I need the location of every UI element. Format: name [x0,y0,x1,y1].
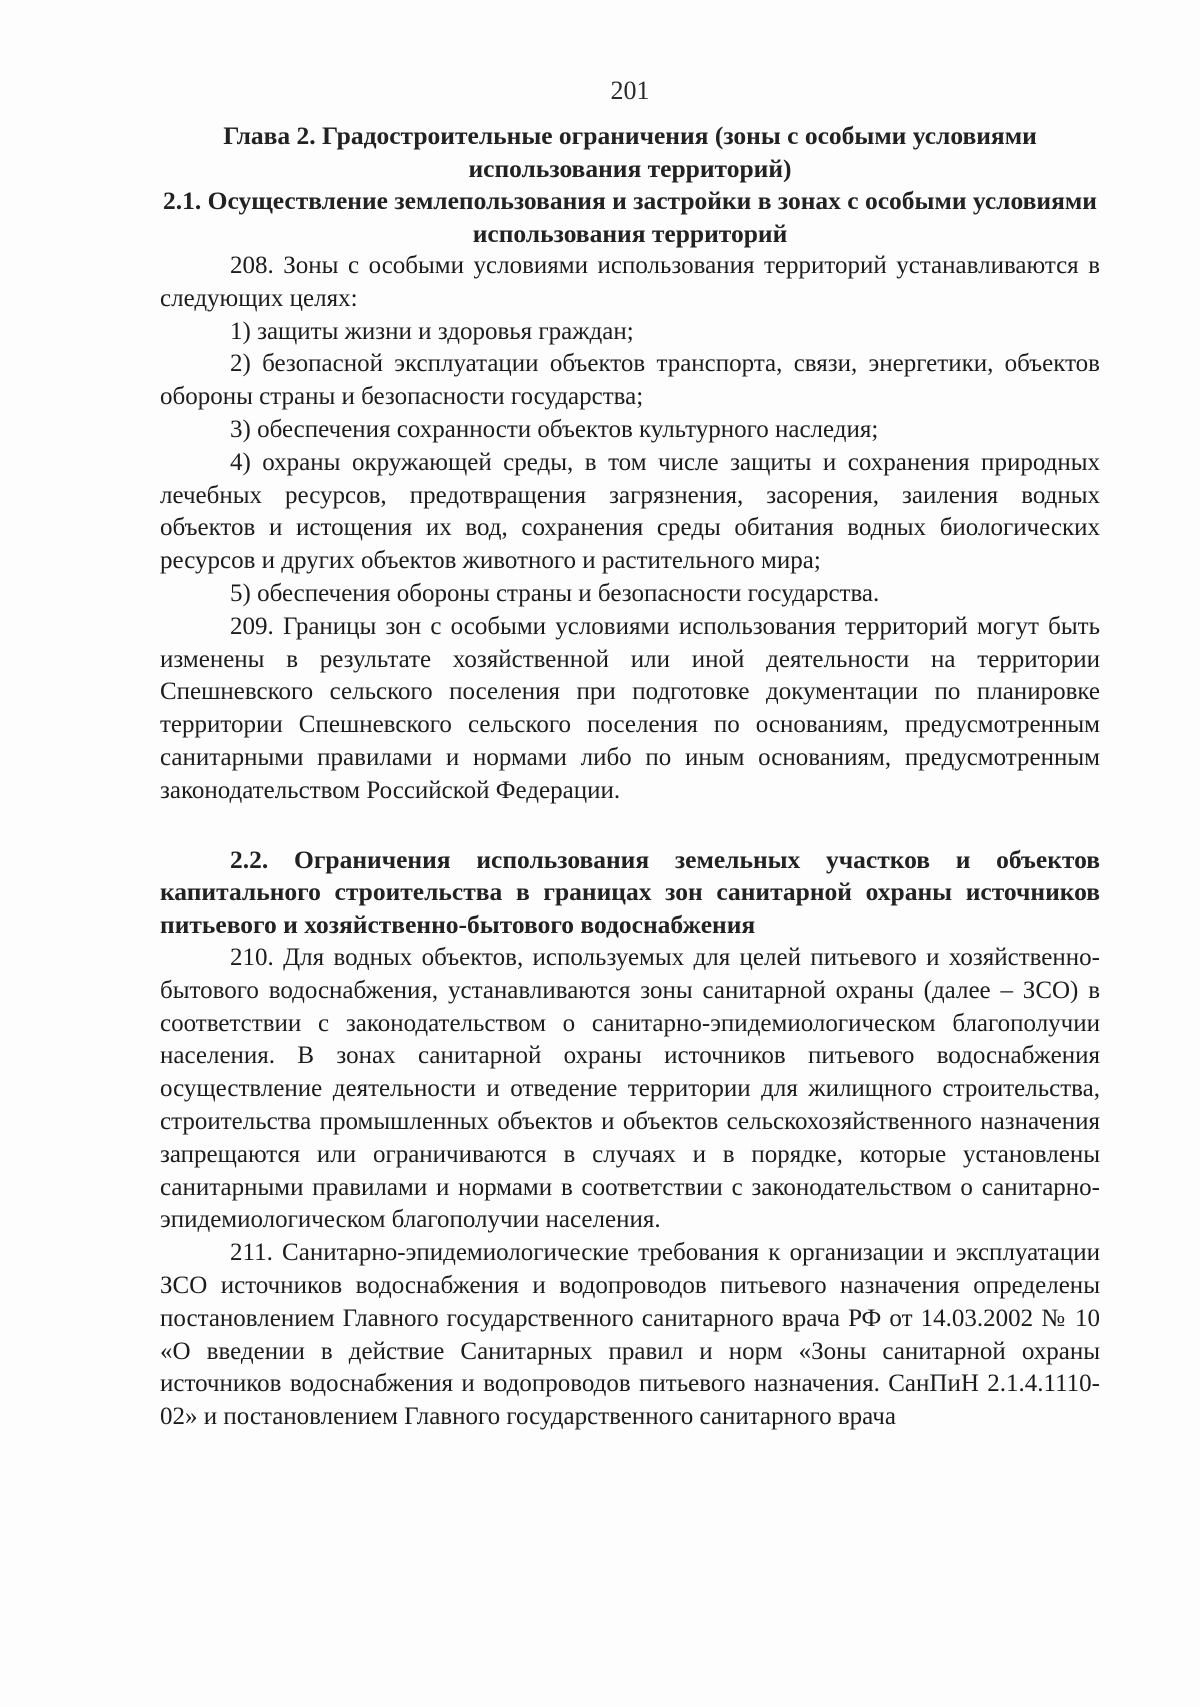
list-item-3: 3) обеспечения сохранности объектов культурного наследия; [230,415,879,443]
list-item-4: 4) охраны окружающей среды, в том числе защиты и сохранения природных лечебных ресурсов, предотвращения загрязнения, засорения, заиления водных объектов и истощения их вод, сохранения среды обитания водных биологических ресурсов и других объектов животного и растительного мира; [160,448,1100,575]
chapter-title: Глава 2. Градостроительные ограничения (зоны с особыми условиями использования территорий) [223,121,1037,183]
section-2-2-title: 2.2. Ограничения использования земельных участков и объектов капитального строительства в границах зон санитарной охраны источников питьевого и хозяйственно-бытового водоснабжения [160,844,1100,940]
list-item-2: 2) безопасной эксплуатации объектов транспорта, связи, энергетики, объектов обороны страны и безопасности государства; [160,350,1100,411]
list-item-5: 5) обеспечения обороны страны и безопасности государства. [230,579,880,607]
list-item-1: 1) защиты жизни и здоровья граждан; [230,317,634,345]
paragraph-209: 209. Границы зон с особыми условиями использования территорий могут быть изменены в результате хозяйственной или иной деятельности на территории Спешневского сельского поселения при подготовке документации по планировке территории Спешневского сельского поселения по основаниям, предусмотренным санитарными правилами и нормами либо по иным основаниям, предусмотренным законодательством Российской Федерации. [160,612,1100,804]
paragraph-208: 208. Зоны с особыми условиями использования территорий устанавливаются в следующих целях: [160,252,1100,312]
page-content [160,74,1100,1434]
section-2-1-title: 2.1. Осуществление землепользования и застройки в зонах с особыми условиями использования территорий [163,186,1097,248]
paragraph-210: 210. Для водных объектов, используемых для целей питьевого и хозяйственно-бытового водоснабжения, устанавливаются зоны санитарной охраны (далее – ЗСО) в соответствии с законодательством о санитарно-эпидемиологическом благополучии населения. В зонах санитарной охраны источников питьевого водоснабжения осуществление деятельности и отведение территории для жилищного строительства, строительства промышленных объектов и объектов сельскохозяйственного назначения запрещаются или ограничиваются в случаях и в порядке, которые установлены санитарными правилами и нормами в соответствии с законодательством о санитарно-эпидемиологическом благополучии населения. [160,943,1100,1234]
page-number: 201 [610,76,650,105]
paragraph-211: 211. Санитарно-эпидемиологические требования к организации и эксплуатации ЗСО источников водоснабжения и водопроводов питьевого назначения определены постановлением Главного государственного санитарного врача РФ от 14.03.2002 № 10 «О введении в действие Санитарных правил и норм «Зоны санитарной охраны источников водоснабжения и водопроводов питьевого назначения. СанПиН 2.1.4.1110-02» и постановлением Главного государственного санитарного врача [160,1239,1100,1431]
